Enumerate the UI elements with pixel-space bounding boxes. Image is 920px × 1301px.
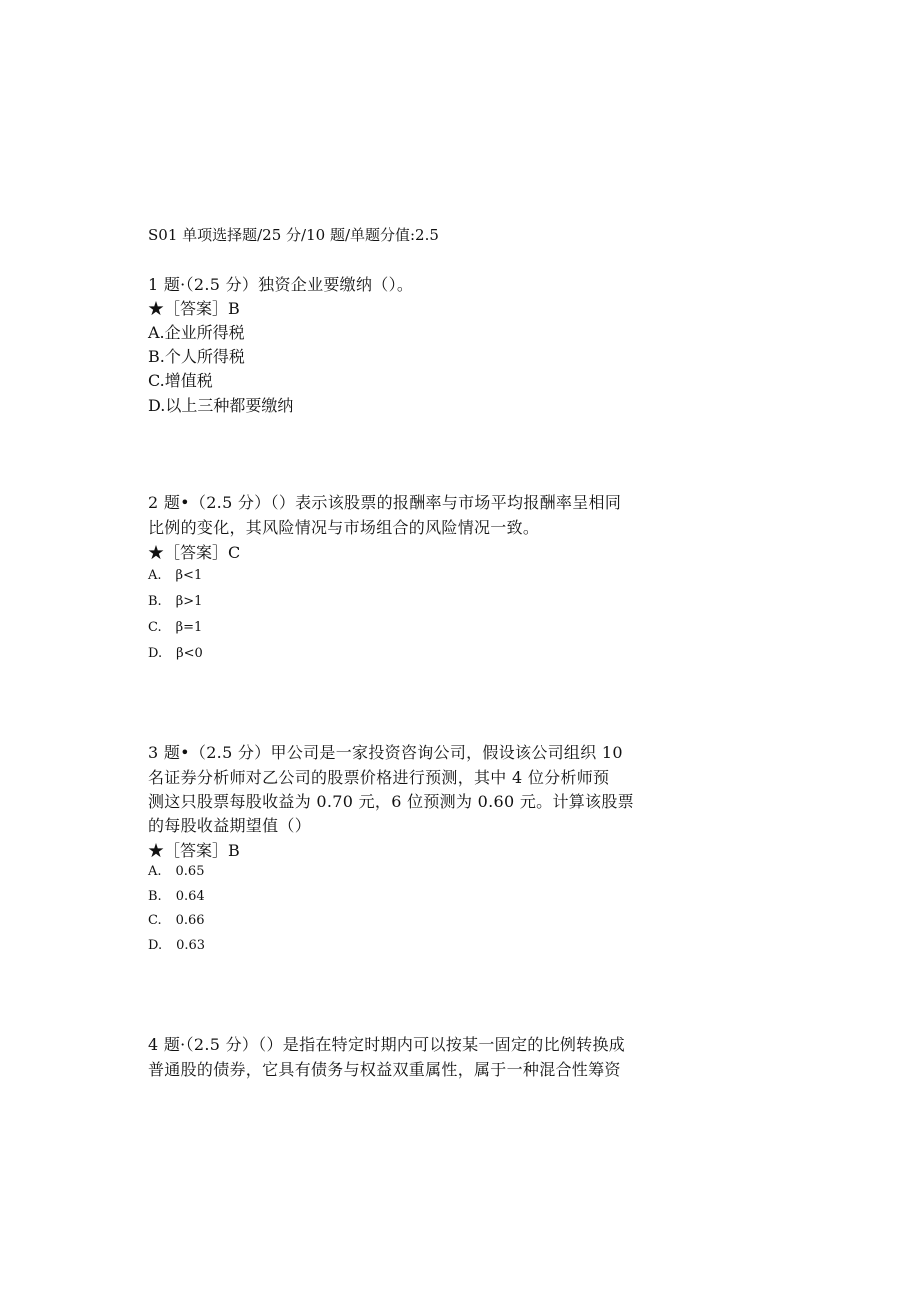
option-letter: C. xyxy=(148,620,162,635)
option-text: β>1 xyxy=(175,594,203,609)
option-letter: C. xyxy=(148,913,162,928)
option-letter: A. xyxy=(148,864,162,879)
question-2-text-line-1: 2 题•（2.5 分）（）表示该股票的报酬率与市场平均报酬率呈相同 xyxy=(148,493,622,512)
option-text: 0.63 xyxy=(176,938,206,953)
option-text: β<1 xyxy=(175,568,203,583)
question-2-option-b xyxy=(148,594,202,609)
answer-prefix: ★［答案］ xyxy=(148,543,229,562)
question-3-answer xyxy=(148,838,240,861)
question-1-option-d: D.以上三种都要缴纳 xyxy=(148,396,294,415)
question-3-text-line-2: 名证券分析师对乙公司的股票价格进行预测，其中 4 位分析师预 xyxy=(148,768,610,787)
answer-value: C xyxy=(228,543,241,562)
question-1-option-b: B.个人所得税 xyxy=(148,347,245,366)
option-letter: A. xyxy=(148,568,162,583)
answer-prefix: ★［答案］ xyxy=(148,299,229,318)
question-4-text-line-1: 4 题·（2.5 分）（）是指在特定时期内可以按某一固定的比例转换成 xyxy=(148,1035,626,1054)
option-letter: D. xyxy=(148,938,163,953)
option-text: 0.65 xyxy=(175,864,205,879)
option-letter: D. xyxy=(148,646,163,661)
option-text: β=1 xyxy=(175,620,203,635)
option-text: 0.64 xyxy=(175,889,205,904)
question-3-option-b xyxy=(148,889,205,904)
question-3-text-line-1: 3 题•（2.5 分）甲公司是一家投资咨询公司，假设该公司组织 10 xyxy=(148,743,623,762)
question-1-text: 1 题·（2.5 分）独资企业要缴纳（）。 xyxy=(148,275,414,294)
question-4-text-line-2: 普通股的债券，它具有债务与权益双重属性，属于一种混合性筹资 xyxy=(148,1060,621,1079)
answer-value: B xyxy=(228,299,240,318)
answer-value: B xyxy=(228,841,240,860)
option-letter: B. xyxy=(148,889,162,904)
option-letter: B. xyxy=(148,594,162,609)
question-3-option-c xyxy=(148,913,205,928)
option-text: 0.66 xyxy=(175,913,205,928)
question-2-answer xyxy=(148,540,240,563)
question-3-option-a xyxy=(148,864,204,879)
question-1-option-a: A.企业所得税 xyxy=(148,323,245,342)
question-1-answer xyxy=(148,296,240,319)
question-1-option-c: C.增值税 xyxy=(148,371,213,390)
option-text: β<0 xyxy=(176,646,203,661)
section-header: S01 单项选择题/25 分/10 题/单题分值:2.5 xyxy=(148,226,439,244)
question-2-text-line-2: 比例的变化，其风险情况与市场组合的风险情况一致。 xyxy=(148,518,540,537)
answer-prefix: ★［答案］ xyxy=(148,841,229,860)
question-3-text-line-4: 的每股收益期望值（） xyxy=(148,816,312,835)
question-3-text-line-3: 测这只股票每股收益为 0.70 元，6 位预测为 0.60 元。计算该股票 xyxy=(148,792,634,811)
question-2-option-a xyxy=(148,568,202,583)
question-3-option-d xyxy=(148,938,205,953)
question-2-option-c xyxy=(148,620,202,635)
question-2-option-d xyxy=(148,646,203,661)
